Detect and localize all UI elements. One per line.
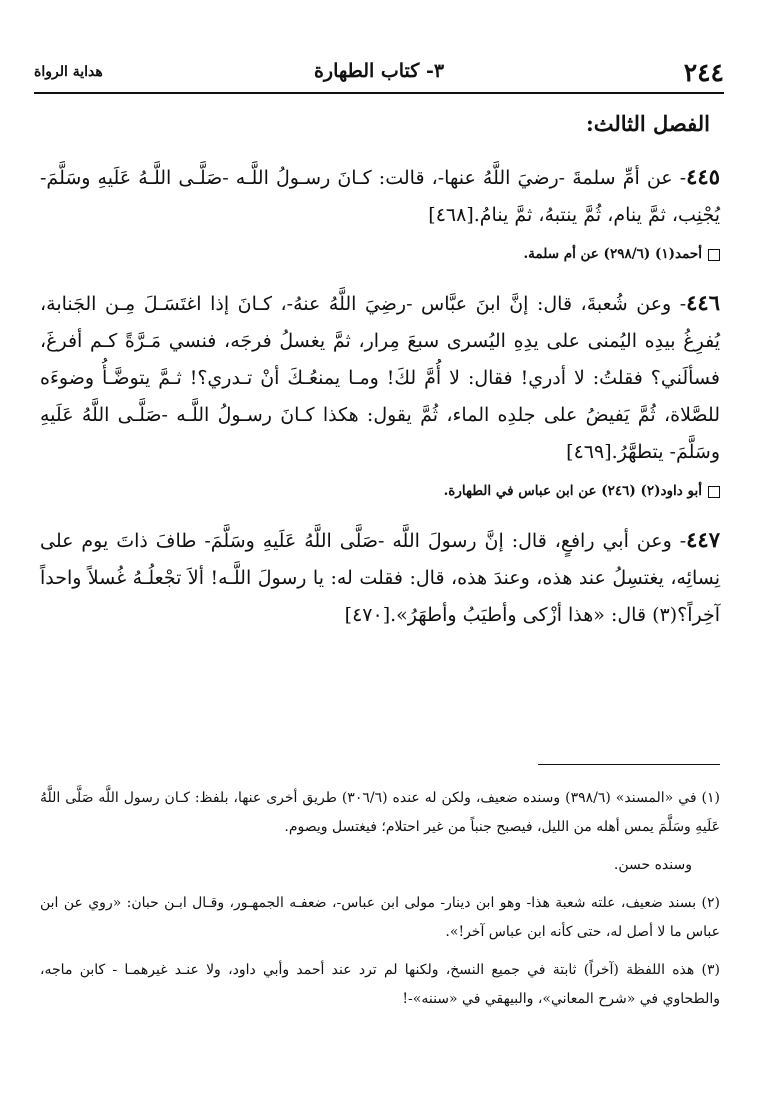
hadith-text: - وعن أبي رافعٍ، قال: إنَّ رسولَ اللَّه -صَلَّى اللَّهُ عَلَيهِ وسَلَّمَ- طافَ ذاتَ يوم على نِسائِه، يغتسِلُ عند هذه، وعندَ هذه، قال: فقلت له: يا رسولَ اللَّـه! ألاَ تجْعلُـهُ غُسلاً واحداً آخِراً؟(٣) قال: «هذا أزْكى وأطيَبُ وأطهَرُ».[٤٧٠] — [40, 530, 720, 626]
hadith-source — [40, 477, 720, 505]
footnote-3: (٣) هذه اللفظة (آخراً) ثابتة في جميع النسخ، ولكنها لم ترد عند أحمد وأبي داود، ولا عنـد غيرهمـا - كابن ماجه، والطحاوي في «شرح المعاني»، والبيهقي في «سننه»-! — [40, 962, 720, 1007]
hadith-number: ٤٤٧ — [686, 527, 720, 552]
book-title: هداية الرواة — [34, 64, 103, 80]
footnote-1-cont: وسنده حسن. — [613, 857, 692, 873]
footnote-2: (٢) بسند ضعيف، علته شعبة هذا- وهو ابن دينار- مولى ابن عباس-، ضعفـه الجمهـور، وقـال ابـن حبان: «روي عن ابن عباس ما لا أصل له، حتى كأنه ابن عباس آخر!». — [40, 895, 720, 940]
source-text: أحمد(١) (٢٩٨/٦) عن أم سلمة. — [523, 246, 702, 262]
chapter-title: ٣- كتاب الطهارة — [313, 60, 445, 82]
hadith-445 — [40, 158, 720, 234]
header-rule — [34, 92, 724, 94]
footnote-1: (١) في «المسند» (٣٩٨/٦) وسنده ضعيف، ولكن له عنده (٣٠٦/٦) طريق أخرى عنها، بلفظ: كـان رسول اللَّه صَلَّى اللَّهُ عَلَيهِ وسَلَّمَ يمس أهله من الليل، فيصبح جنباً من غير احتلام؛ فيغتسل ويصوم. — [40, 790, 721, 835]
source-text: أبو داود(٢) (٢٤٦) عن ابن عباس في الطهارة. — [443, 483, 702, 499]
hadith-446 — [40, 284, 720, 471]
running-header — [34, 52, 724, 92]
hadith-447 — [40, 521, 720, 634]
chapter-heading: الفصل الثالث: — [585, 111, 710, 136]
hadith-text: - عن أمِّ سلمةَ -رضيَ اللَّهُ عنها-، قالت: كـانَ رسـولُ اللَّـه -صَلَّـى اللَّـهُ عَلَيهِ وسَلَّمَ- يُجْنِب، ثمَّ ينام، ثُمَّ ينتبهُ، ثمَّ ينامُ.[٤٦٨] — [40, 167, 720, 226]
hadith-number: ٤٤٦ — [686, 290, 720, 315]
main-text — [40, 106, 720, 634]
footnotes — [40, 784, 720, 1023]
hadith-text: - وعن شُعبةَ، قال: إنَّ ابنَ عبَّاس -رضِيَ اللَّهُ عنهُ-، كـانَ إذا اغتَسَـلَ مِـن الجَنابة، يُفرِغُ بيدِه اليُمنى على يدِهِ اليُسرى سبعَ مِرار، ثمَّ يغسلُ فرجَه، فنسي مَـرَّةً كـم أفرغَ، فسألَني؟ فقلتُ: لا أدري! فقال: لا أُمَّ لكَ! ومـا يمنعُـكَ أنْ تـدري؟! ثـمَّ يتوضَّـأُ وضوءَه للصَّلاة، ثُمَّ يَفيضُ على جلدِه الماء، ثُمَّ يقول: هكذا كـانَ رسـولُ اللَّـه -صَلَّـى اللَّهُ عَلَيهِ وسَلَّمَ- يتطهَّرُ.[٤٦٩] — [40, 293, 720, 463]
hadith-number: ٤٤٥ — [686, 164, 720, 189]
square-bullet-icon — [708, 486, 720, 498]
square-bullet-icon — [708, 249, 720, 261]
page-number: ٢٤٤ — [683, 58, 724, 87]
hadith-source — [40, 240, 720, 268]
footnote-rule — [538, 764, 720, 765]
